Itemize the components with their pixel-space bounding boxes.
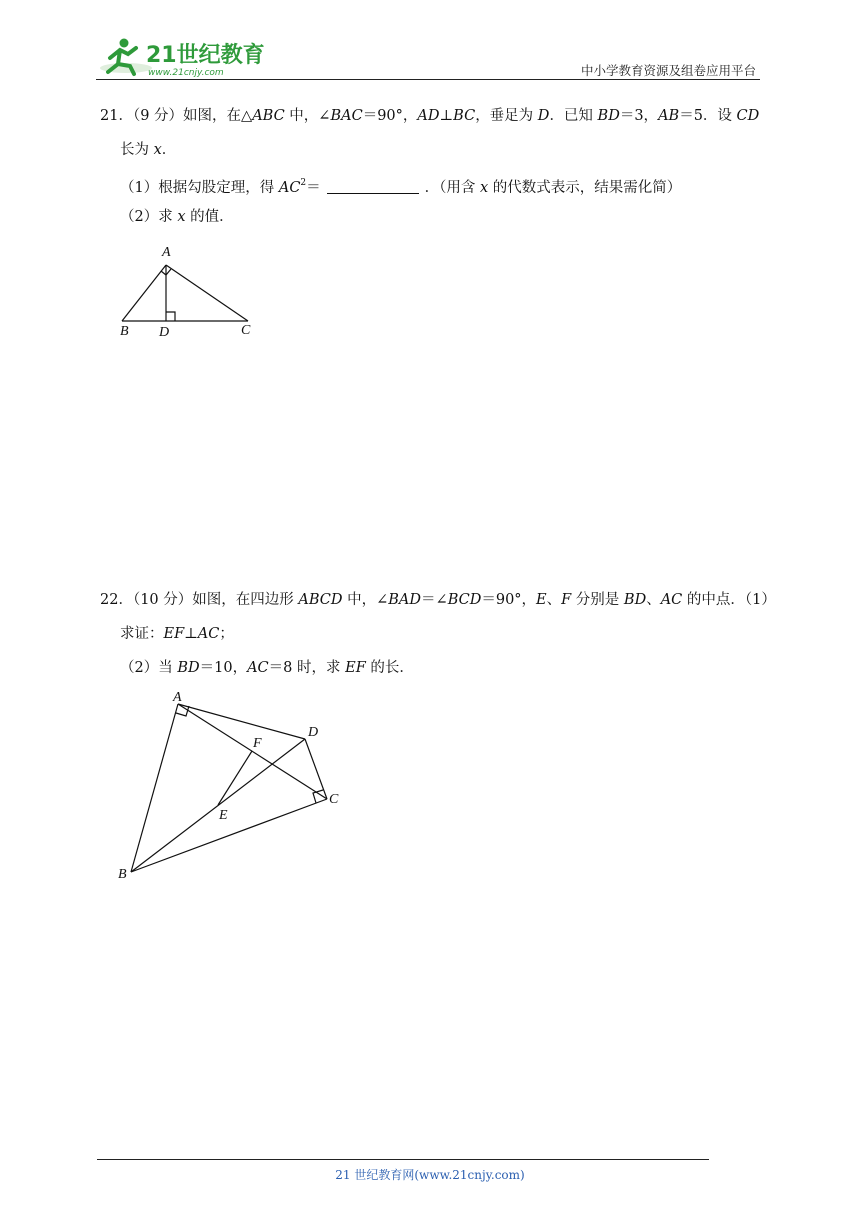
q22-text: （2）当 bbox=[120, 660, 178, 676]
q21-points: （9 分） bbox=[132, 108, 184, 124]
q21-text: ⊥ bbox=[439, 108, 454, 124]
q22-text: ＝90°， bbox=[481, 592, 537, 608]
logo-url-text: www.21cnjy.com bbox=[148, 68, 224, 78]
q21-line1 bbox=[100, 106, 759, 126]
q22-var: AC bbox=[660, 592, 683, 608]
footer-divider bbox=[97, 1159, 709, 1160]
q21-text: （2）求 bbox=[120, 209, 178, 225]
q22-text: 、 bbox=[646, 592, 661, 608]
q21-text: 的值． bbox=[185, 209, 234, 225]
q22-text: ＝10， bbox=[199, 660, 248, 676]
q22-label-b: B bbox=[118, 867, 127, 882]
q22-var: AC bbox=[247, 660, 269, 676]
q22-label-f: F bbox=[253, 736, 262, 751]
q21-var: BD bbox=[597, 108, 620, 124]
q21-figure bbox=[110, 238, 270, 342]
site-logo bbox=[96, 34, 276, 80]
footer-link[interactable]: 21 世纪教育网(www.21cnjy.com) bbox=[335, 1168, 525, 1182]
header-divider bbox=[96, 79, 760, 80]
q21-part1 bbox=[120, 173, 681, 198]
q22-label-c: C bbox=[329, 792, 339, 807]
q22-text: ＝∠ bbox=[421, 592, 448, 608]
answer-blank[interactable] bbox=[327, 179, 419, 194]
q21-label-b: B bbox=[120, 324, 129, 339]
q22-text: 分别是 bbox=[571, 592, 624, 608]
q21-text: ，垂足为 bbox=[475, 108, 538, 124]
q22-var: E bbox=[536, 592, 547, 608]
q21-text: 如图，在△ bbox=[183, 108, 253, 124]
q21-var: AC bbox=[278, 180, 301, 196]
q21-var: AD bbox=[417, 108, 440, 124]
q22-var: F bbox=[561, 592, 572, 608]
header-platform-text: 中小学教育资源及组卷应用平台 bbox=[580, 63, 756, 78]
q22-var: EF bbox=[163, 626, 185, 642]
q22-number: 22． bbox=[100, 592, 133, 608]
q22-var: BCD bbox=[447, 592, 482, 608]
q22-text: ⊥ bbox=[184, 626, 198, 642]
q22-text: ； bbox=[219, 626, 234, 642]
q22-text: 的中点．（1） bbox=[682, 592, 776, 608]
q21-part2 bbox=[120, 207, 234, 227]
q22-var: BD bbox=[177, 660, 200, 676]
q22-var: AC bbox=[197, 626, 220, 642]
q21-text: （1）根据勾股定理，得 bbox=[120, 180, 279, 196]
q21-var: BC bbox=[453, 108, 476, 124]
logo-main-text: 21世纪教育 bbox=[146, 43, 265, 68]
q22-figure bbox=[110, 684, 360, 884]
q22-text: 的长． bbox=[365, 660, 414, 676]
q21-var: BAC bbox=[330, 108, 363, 124]
q22-text: 求证： bbox=[120, 626, 164, 642]
q22-text: ＝8 时，求 bbox=[268, 660, 346, 676]
q21-text: ．已知 bbox=[549, 108, 598, 124]
q21-exponent: 2 bbox=[300, 178, 307, 188]
q21-var: x bbox=[153, 142, 162, 158]
q22-var: BAD bbox=[388, 592, 422, 608]
q21-text: ． bbox=[161, 142, 177, 158]
q21-var: ABC bbox=[252, 108, 285, 124]
q21-text: ＝ bbox=[306, 180, 321, 196]
q22-part2 bbox=[120, 658, 414, 678]
q21-label-c: C bbox=[241, 323, 251, 338]
q22-text: 中，∠ bbox=[342, 592, 389, 608]
q21-text: 中，∠ bbox=[284, 108, 331, 124]
q21-number: 21． bbox=[100, 108, 133, 124]
q22-var: ABCD bbox=[298, 592, 343, 608]
q22-label-a: A bbox=[173, 690, 182, 705]
q22-line1 bbox=[100, 590, 776, 610]
q21-line2 bbox=[120, 140, 176, 160]
q21-text: ．（用含 bbox=[424, 180, 481, 196]
q22-var: BD bbox=[623, 592, 647, 608]
q21-text: ＝90°， bbox=[362, 108, 418, 124]
q22-points: （10 分） bbox=[132, 592, 193, 608]
q22-label-e: E bbox=[219, 808, 228, 823]
q22-var: EF bbox=[345, 660, 366, 676]
q21-var: D bbox=[537, 108, 550, 124]
q22-text: 、 bbox=[546, 592, 562, 608]
q21-label-a: A bbox=[162, 245, 171, 260]
q21-text: 长为 bbox=[120, 142, 154, 158]
q21-var: x bbox=[177, 209, 186, 225]
q21-text: 的代数式表示，结果需化简） bbox=[488, 180, 682, 196]
q21-label-d: D bbox=[159, 325, 170, 340]
q22-line2 bbox=[120, 624, 234, 644]
q22-label-d: D bbox=[308, 725, 319, 740]
q21-text: ＝5．设 bbox=[679, 108, 737, 124]
q21-var: x bbox=[480, 180, 489, 196]
q21-var: AB bbox=[658, 108, 680, 124]
q21-text: ＝3， bbox=[619, 108, 659, 124]
q21-var: CD bbox=[736, 108, 760, 124]
q22-text: 如图，在四边形 bbox=[192, 592, 299, 608]
